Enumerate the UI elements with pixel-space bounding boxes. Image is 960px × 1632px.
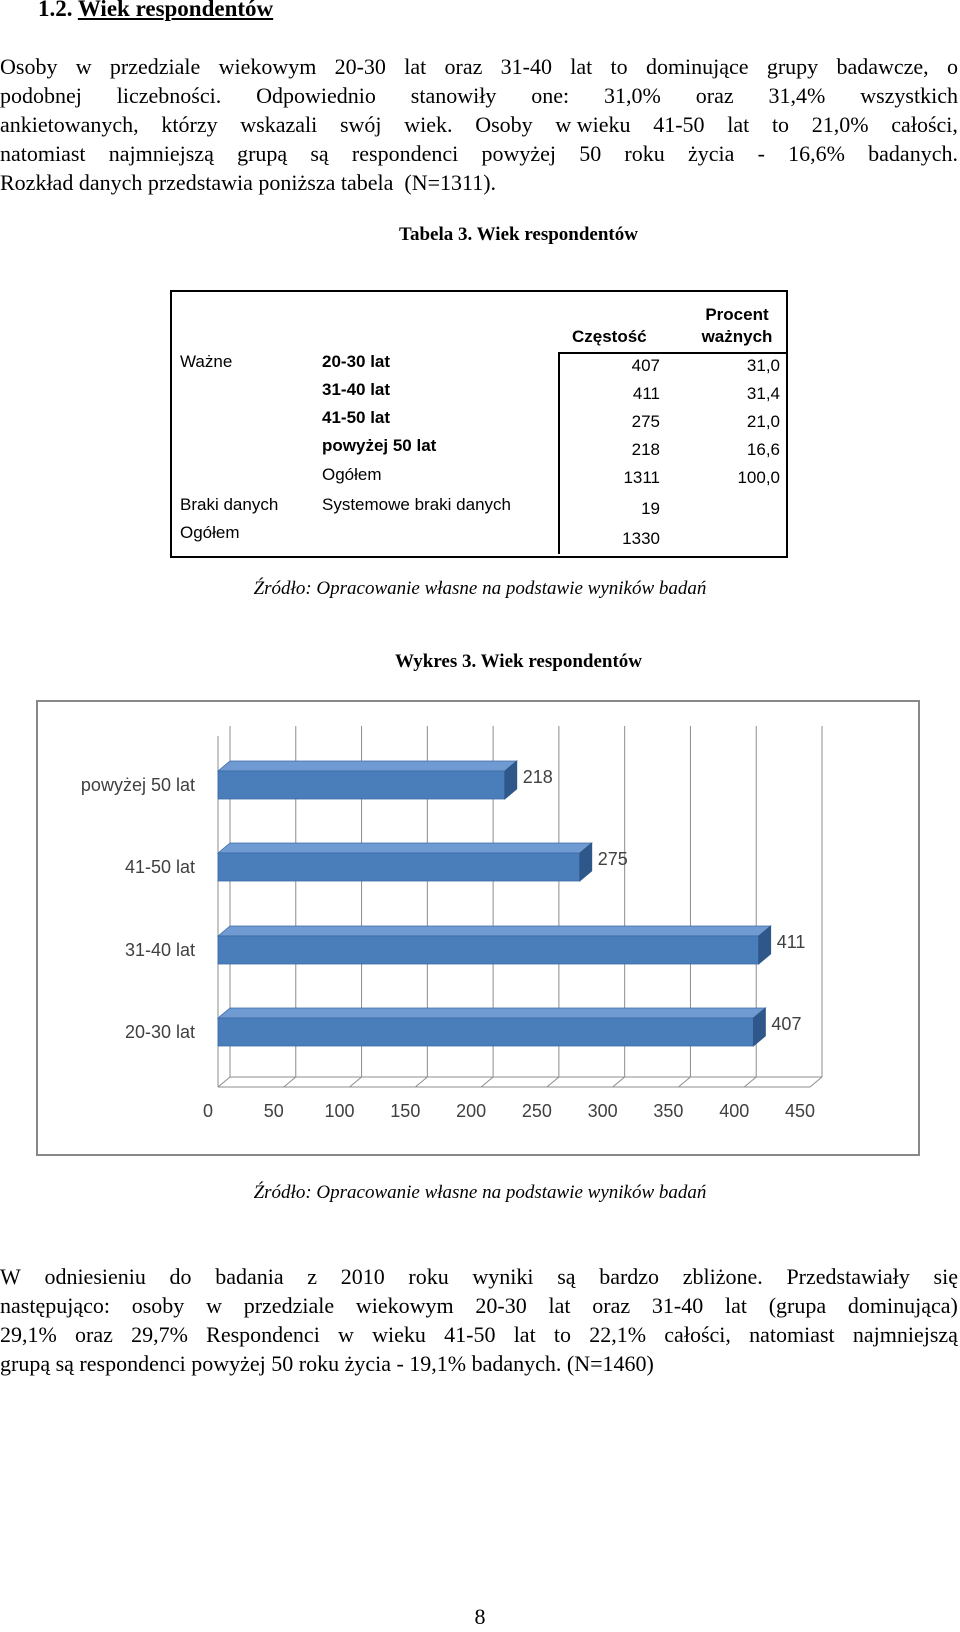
paragraph-word: lat: [570, 54, 593, 79]
paragraph-word: (grupa: [768, 1293, 827, 1318]
paragraph-word: powyżej: [481, 141, 556, 166]
paragraph-word: stanowiły: [410, 83, 497, 108]
paragraph-word: są: [557, 1264, 576, 1289]
paragraph-word: dominujące: [645, 54, 749, 79]
paragraph-line: [0, 1262, 958, 1291]
paragraph-word: w wieku: [555, 112, 631, 137]
section-number: 1.2.: [38, 0, 73, 21]
paragraph-word: 21,0%: [811, 112, 869, 137]
paragraph-word: z: [307, 1264, 318, 1289]
row-frequency: 407: [631, 356, 660, 375]
data-label: 407: [771, 1014, 802, 1034]
row-frequency: 1330: [622, 529, 660, 548]
row-frequency: 275: [631, 412, 660, 431]
row-percent: 16,6: [746, 440, 780, 459]
data-label: 218: [522, 767, 553, 787]
paragraph-word: 20-30: [475, 1293, 527, 1318]
paragraph-word: 31,0%: [604, 83, 661, 108]
paragraph-word: życia: [687, 141, 735, 166]
paragraph-word: przedziale: [109, 54, 201, 79]
paragraph-word: -: [757, 141, 765, 166]
paragraph-word: grupą są respondenci powyżej 50 roku życia - 19,1% badanych. (N=1460): [0, 1351, 654, 1376]
paragraph-word: wiekowym: [355, 1293, 454, 1318]
paragraph-word: wieku: [372, 1322, 426, 1347]
paragraph-word: to: [771, 112, 790, 137]
row-frequency: 411: [632, 384, 660, 403]
header-percent-line2: ważnych: [701, 327, 773, 346]
paragraph-word: w: [206, 1293, 222, 1318]
x-tick-label: 0: [202, 1101, 214, 1121]
row-label: Systemowe braki danych: [322, 495, 511, 514]
data-label: 275: [597, 849, 628, 869]
paragraph-word: Przedstawiały: [786, 1264, 910, 1289]
page-number: 8: [474, 1604, 486, 1629]
intro-paragraph: [0, 52, 958, 197]
row-frequency: 19: [641, 499, 660, 518]
paragraph-word: 20-30: [334, 54, 386, 79]
paragraph-word: 31,4%: [768, 83, 826, 108]
category-label: 20-30 lat: [124, 1022, 195, 1042]
paragraph-word: 29,1%: [0, 1322, 57, 1347]
paragraph-word: one:: [531, 83, 570, 108]
paragraph-word: respondenci: [351, 141, 459, 166]
paragraph-word: o: [946, 54, 958, 79]
row-label: Ogółem: [322, 465, 382, 484]
row-frequency: 218: [631, 440, 660, 459]
paragraph-word: bardzo: [599, 1264, 660, 1289]
paragraph-word: wiekowym: [218, 54, 317, 79]
paragraph-word: 41-50: [653, 112, 705, 137]
paragraph-word: wszystkich: [860, 83, 958, 108]
paragraph-word: badawcze,: [836, 54, 929, 79]
x-tick-label: 400: [719, 1101, 750, 1121]
x-tick-label: 50: [263, 1101, 284, 1121]
paragraph-word: osoby: [131, 1293, 185, 1318]
paragraph-line: [0, 1291, 958, 1320]
paragraph-word: Osoby: [475, 112, 533, 137]
paragraph-word: grupy: [766, 54, 819, 79]
paragraph-word: odniesieniu: [44, 1264, 146, 1289]
paragraph-word: Odpowiednio: [256, 83, 376, 108]
paragraph-word: lat: [404, 54, 427, 79]
paragraph-word: Respondenci: [206, 1322, 320, 1347]
paragraph-word: 50: [579, 141, 602, 166]
paragraph-word: Rozkład danych przedstawia poniższa tabela (N=1311).: [0, 170, 497, 195]
source-note-table: Źródło: Opracowanie własne na podstawie wyników badań: [253, 578, 707, 599]
row-percent: 100,0: [737, 468, 780, 487]
paragraph-word: 22,1%: [589, 1322, 647, 1347]
group-label-valid: Ważne: [180, 352, 233, 371]
paragraph-word: lat: [724, 1293, 747, 1318]
paragraph-word: najmniejszą: [852, 1322, 958, 1347]
paragraph-word: w: [75, 54, 92, 79]
paragraph-word: natomiast: [0, 141, 86, 166]
paragraph-word: badania: [215, 1264, 284, 1289]
category-label: 31-40 lat: [124, 940, 195, 960]
paragraph-word: w: [338, 1322, 354, 1347]
paragraph-word: to: [553, 1322, 572, 1347]
header-frequency: Częstość: [572, 327, 647, 346]
paragraph-word: do: [169, 1264, 192, 1289]
paragraph-word: 29,7%: [131, 1322, 188, 1347]
paragraph-word: lat: [727, 112, 750, 137]
row-label: 41-50 lat: [322, 408, 391, 427]
paragraph-word: natomiast: [749, 1322, 835, 1347]
paragraph-word: roku: [408, 1264, 449, 1289]
row-label: powyżej 50 lat: [322, 436, 437, 455]
age-frequency-table: [170, 290, 786, 556]
paragraph-word: następująco:: [0, 1293, 110, 1318]
row-frequency: 1311: [623, 468, 660, 487]
paragraph-word: dominująca): [847, 1293, 958, 1318]
paragraph-word: oraz: [444, 54, 483, 79]
paragraph-word: najmniejszą: [108, 141, 214, 166]
source-note-chart: Źródło: Opracowanie własne na podstawie wyników badań: [253, 1182, 707, 1203]
paragraph-word: 41-50: [444, 1322, 496, 1347]
chart-caption: Wykres 3. Wiek respondentów: [394, 651, 643, 672]
table-divider-vertical: [558, 352, 560, 554]
paragraph-word: ankietowanych,: [0, 112, 139, 137]
paragraph-word: się: [933, 1264, 958, 1289]
x-tick-label: 250: [521, 1101, 552, 1121]
x-tick-label: 350: [653, 1101, 684, 1121]
paragraph-word: oraz: [592, 1293, 631, 1318]
paragraph-line: [0, 139, 958, 168]
x-tick-label: 450: [784, 1101, 816, 1121]
section-heading: [38, 0, 273, 22]
paragraph-line: [0, 81, 958, 110]
paragraph-word: roku: [624, 141, 665, 166]
chart-frame: [36, 700, 920, 1156]
paragraph-word: oraz: [75, 1322, 113, 1347]
paragraph-word: którzy: [161, 112, 218, 137]
paragraph-word: są: [310, 141, 329, 166]
paragraph-word: całości,: [664, 1322, 731, 1347]
paragraph-word: podobnej: [0, 83, 82, 108]
paragraph-word: lat: [548, 1293, 571, 1318]
row-label: 20-30 lat: [322, 352, 391, 371]
table-divider-horizontal: [558, 352, 786, 354]
paragraph-word: 16,6%: [788, 141, 845, 166]
data-label: 411: [776, 932, 806, 952]
paragraph-word: oraz: [695, 83, 734, 108]
section-title: Wiek respondentów: [77, 0, 274, 21]
paragraph-word: 31-40: [651, 1293, 704, 1318]
paragraph-word: 31-40: [500, 54, 552, 79]
paragraph-word: liczebności.: [116, 83, 222, 108]
paragraph-word: wiek.: [404, 112, 453, 137]
paragraph-line: [0, 168, 958, 197]
paragraph-line: [0, 1349, 958, 1378]
paragraph-word: to: [610, 54, 628, 79]
row-percent: 31,0: [746, 356, 780, 375]
row-percent: 31,4: [746, 384, 780, 403]
table-caption: Tabela 3. Wiek respondentów: [399, 224, 638, 245]
x-tick-label: 300: [587, 1101, 618, 1121]
paragraph-word: przedziale: [243, 1293, 335, 1318]
paragraph-word: badanych.: [868, 141, 958, 166]
paragraph-line: [0, 1320, 958, 1349]
row-percent: 21,0: [746, 412, 780, 431]
paragraph-word: całości,: [891, 112, 958, 137]
paragraph-line: [0, 52, 958, 81]
closing-paragraph: [0, 1262, 958, 1378]
paragraph-line: [0, 110, 958, 139]
paragraph-word: wyniki: [472, 1264, 534, 1289]
category-label: powyżej 50 lat: [80, 775, 195, 795]
group-label-total: Ogółem: [180, 523, 240, 542]
paragraph-word: grupą: [237, 141, 288, 166]
header-percent-line1: Procent: [705, 305, 769, 324]
paragraph-word: swój: [339, 112, 382, 137]
row-label: 31-40 lat: [322, 380, 391, 399]
paragraph-word: W: [0, 1264, 21, 1289]
group-label-missing: Braki danych: [180, 495, 279, 514]
paragraph-word: lat: [513, 1322, 536, 1347]
x-tick-label: 150: [390, 1101, 421, 1121]
x-tick-label: 100: [324, 1101, 355, 1121]
category-label: 41-50 lat: [124, 857, 195, 877]
paragraph-word: 2010: [340, 1264, 385, 1289]
paragraph-word: Osoby: [0, 54, 58, 79]
paragraph-word: wskazali: [240, 112, 318, 137]
paragraph-word: zbliżone.: [682, 1264, 763, 1289]
x-tick-label: 200: [456, 1101, 487, 1121]
